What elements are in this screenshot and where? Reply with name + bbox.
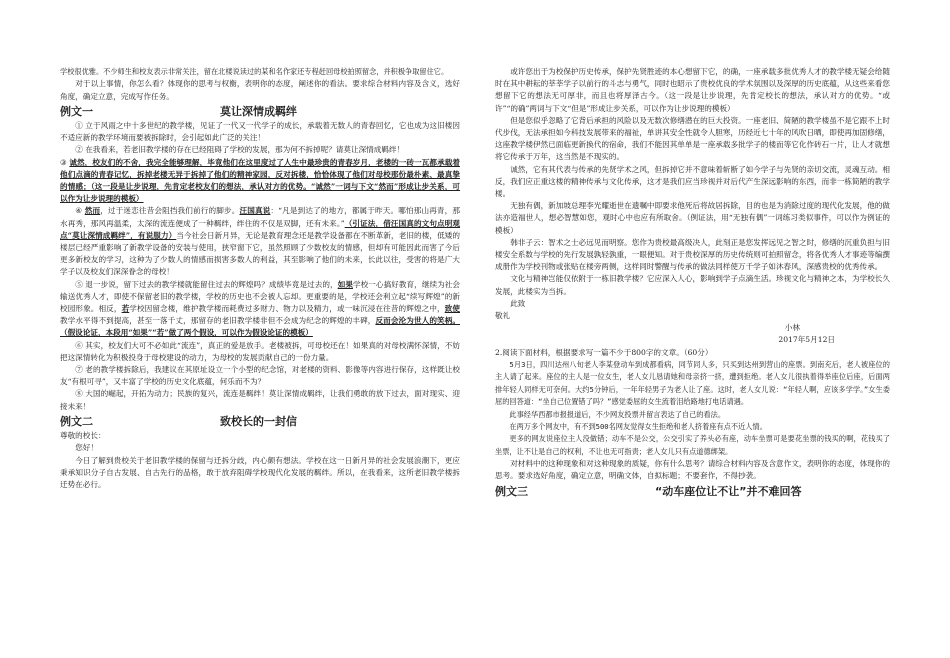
- paragraph: ① 立于风雨之中十多世纪的教学楼，见证了一代又一代学子的成长，承载着无数人的青春回忆，它也成为这旧楼因不适应新的教学环境而要被拆除时，会引起如此广泛的关注！: [60, 121, 460, 143]
- paragraph: 韩非子云：智术之士必远见而明察。您作为贵校最高级决人，此刻正是您发挥远见之智之时，修缮的沉重负担与旧楼安全系数与学校的先行发展孰轻孰重，一眼便知。对于贵校深厚的历史传统则可拍照留念，将各优秀人才事迹等编撰成册作为学校刊物或张贴在楼旁两侧，这样同时警醒与传承的做法同样使万千学子如沐春风，深感贵校的优秀传承。: [495, 237, 890, 272]
- closing-line: 敬礼: [495, 311, 511, 321]
- example-one-heading: [60, 106, 460, 118]
- example-label: 例文二: [60, 414, 93, 428]
- paragraph: 今日了解到贵校关于老旧教学楼的保留与迁拆分歧，内心颇有想法。学校在这一日新月异的社会发展浪潮下，更应秉承知识分子自古发展、自古先行的品格，敢于放弃阻碍学校现代化发展的羁绊。所以，在我看来，这所老旧教学楼拆迁势在必行。: [60, 455, 460, 489]
- right-column: [495, 66, 890, 500]
- greeting: 您好！: [75, 443, 98, 453]
- material-text: 对材料中的这种现象和对这种现象的质疑，你有什么思考？请综合材料内容及含意作文，表明你的态度，体现你的思考。要求选好角度，确定立意，明确文体，自拟标题；不要套作，不得抄袭。: [495, 459, 890, 481]
- example-label: 例文一: [60, 104, 93, 118]
- intro-paragraph: 学校很优雅。不少师生和校友表示非常关注，留在北楼说读过的某和名作家还专程赶回母校拍照留念，并积极争取留住它。: [60, 67, 449, 76]
- paragraph: ④ 然而，过于迷恋往昔会阻挡我们前行的脚步。汪国真说：“凡是到达了的地方，都属于昨天。哪怕那山再青，那水再秀，那风再温柔，太深的流连便成了一种羁绊，绊住的不仅是双脚，还有未来。”（引证法，借汪国真的文句点明观点“莫让深情成羁绊”，有说服力）当今社会日新月异，无论是教育理念还是教学设备都在不断革新，老旧的楼，低矮的楼层已经严重影响了新教学设备的安装与使用，狭窄窗下它，虽然照顾了少数校友的情感，但却有可能因此而害了今后更多新校友的学习，这种为了少数人的情感而损害多数人的利益，其至影响了他们的未来，长此以往，受害的将是广大学子以及校友们深深眷念的母校！: [60, 206, 461, 277]
- salutation: 尊敬的校长：: [60, 431, 106, 441]
- material-text: 5月3日，四川达州八旬老人李某登动车到成都看病，同节同人多，只买到达州到营山的座票。到南充后，老人被座位的主人请了起来。座位的主人是一位女生，老人女儿恳请她和母亲挤一挤，遭到拒绝。老人女儿很执着得举座位后座，后面两排年轻人同样无可奈何。大约5分钟后，一年年轻男子为老人让了座。这时，老人女儿说：“年轻人啊，应该多学学。”女生委屈的回答道：“坐自己位置错了吗？”感觉委屈的女生流着泪给路地打电话请遇。: [495, 359, 890, 407]
- closing-line: 此致: [510, 298, 526, 308]
- example-title: 致校长的一封信: [220, 414, 297, 428]
- material-text: 此事经华西都市报报道后，不少网友投票并留言表达了自己的看法。: [509, 409, 726, 419]
- paragraph: ③ 诚然，校友们的不舍，我完全能够理解，毕竟他们在这里度过了人生中最珍贵的青春岁月，老楼的一砖一瓦都承载着他们点滴的青春记忆，拆掉老楼无异于拆掉了他们的精神家园，反对拆楼，恰恰体现了他们对母校那份最朴素、最真挚的情感；（这一段是让步说理，先肯定老校友们的想法，承认对方的优势。“诚然”一词与下文“然而”形成让步关系，可以作为让步说理的模板）: [60, 157, 461, 204]
- example-label: 例文三: [495, 484, 528, 498]
- paragraph: ② 在我看来，若老旧教学楼的存在已经阻碍了学校的发展，那为何不拆掉呢？请莫让深情成羁绊！: [75, 145, 405, 155]
- keyword: 诚然，校友们的不舍，我完全能够理解，毕竟他们在这里度过了人生中最珍贵的青春岁月，老楼的一砖一瓦都承载着他们点滴的青春记忆，拆掉老楼无异于拆掉了他们的精神家园，反对拆楼，恰恰体现了他们对母校那份最朴素、最真挚的情感；: [60, 157, 460, 192]
- paragraph: 无独有偶，新加坡总理李光耀逝世在遗嘱中即要求他死后将故居拆除，目的也是为消除过度的现代化发展，他的做法亦造福世人，想必智慧如您，观时心中也应有所取舍。（例证法，用“无独有偶”一词练习类似事件，可以作为例证的模板）: [495, 201, 890, 235]
- paragraph: ⑥ 其实，校友们大可不必如此“流连”，真正的爱是放手。老楼被拆，可母校还在！如果真的对母校满怀深情，不妨把这深情转化为积极投身于母校建设的动力，为母校的发展贡献自己的一份力量。: [60, 340, 460, 362]
- paragraph: 或许您出于为校保护历史传承，保护先贤胜迹的本心想留下它，的确，一座承载多批优秀人才的教学楼无疑会给随时在其中耕耘的莘莘学子以前行的斗志与勇气，同时也昭示了贵校优良的学术氛围以及深厚的历史底蕴，从这些来看您想留下它的想法无可厚非，而且也将厚泽古今。（这一段是让步说理，先肯定校长的想法，承认对方的优势。“或许”“的确”两词与下文“但是”形成让步关系，可以作为让步说理的模板）: [495, 67, 890, 113]
- letter-date: 2017年5月12日: [778, 335, 835, 345]
- keyword: 若: [121, 304, 130, 314]
- keyword: 汪国真说: [239, 206, 271, 216]
- signature: 小林: [784, 323, 800, 333]
- example-three-heading: [495, 486, 890, 498]
- example-two-heading: [60, 416, 460, 428]
- annotation: （这一段是让步说理，先肯定老校友们的想法，承认对方的优势。“诚然”一词与下文“然而”形成让步关系，可以作为让步说理的模板）: [60, 182, 461, 204]
- paragraph: ⑦ 老的教学楼拆除后，我建议在其原址设立一个小型的纪念馆，对老楼的资料、影像等内容进行保存，这样既让校友“有根可寻”，又丰富了学校的历史文化底蕴，何乐而不为？: [60, 365, 460, 387]
- keyword: 致使: [444, 304, 461, 314]
- keyword: 然而: [84, 206, 101, 216]
- question-prompt: 2.阅读下面材料，根据要求写一篇不少于800字的文章。（60分）: [495, 347, 713, 357]
- left-column: [60, 66, 460, 491]
- annotation: （引证法，借汪国真的文句点明观点“莫让深情成羁绊”，有说服力）: [60, 218, 461, 240]
- paragraph: 文化与精神岂能仅依附于一栋旧教学楼？它应深入人心，影响到学子点滴生活。珍视文化与精神之本，为学校长久发展，此楼实为当拆。: [495, 274, 890, 296]
- keyword: 如果: [337, 279, 353, 289]
- example-title: “动车座位让不让”并不难回答: [655, 484, 802, 498]
- material-text: 在两万多个网友中，有不到500名网友觉得女生拒绝和老人挤着座有点不近人情。: [509, 421, 767, 431]
- paragraph: 但是您似乎忽略了它背后承担的风险以及无数次修缮潜在的巨大投资。一座老旧、简陋的教学楼虽不是它跟不上时代步伐，无法承担如今科技发展带来的福祉，单讲其安全性就令人胆寒，历经近七十年的风吹日晒，即使再加固修缮，这座教学楼伊然已面临更新换代的宿命，我们不能因其单单是一座承载多批学子的楼而等它化作砖石一片，让人才就想将它传承于万年，这当然是不现实的。: [495, 115, 890, 162]
- paragraph: 诚然，它有其代表与传承的先贤学术之风，但拆掉它并不意味着斩断了如今学子与先贤的亲切交流，灵魂互动。相反，我们应正重这楼的精神传承与文化传承，这才是我们应当珍视并对后代产生深远影响的东西，而非一栋简陋的教学楼。: [495, 164, 890, 199]
- intro-task: 对于以上事情，你怎么看？体现你的思考与权衡，表明你的态度，阐述你的看法。要求综合材料内容及含义，选好角度，确定立意，完成写作任务。: [60, 79, 460, 101]
- paragraph: ⑧ 大国的崛起，开拓为动力；民族的复兴，流连是羁绊！莫让深情成羁绊，让我们勇敢的放下过去，面对现实、迎接未来！: [60, 389, 460, 411]
- example-title: 莫让深情成羁绊: [220, 104, 297, 118]
- paragraph: ⑤ 退一步说，留下过去的教学楼就能留住过去的辉煌吗？成绩毕竟是过去的，如果学校一心搞好教育，继续为社会输送优秀人才，即使不保留老旧的教学楼，学校的历史也不会被人忘却。更重要的是，学校还会利立起“续写辉煌”的新校园形象。相反，若学校因留念楼，维护教学楼而耗费过多财力、物力以及精力，或一味沉浸在往昔的辉煌之中，致使教学水平得不到提高，甚至一落千丈，那留存的老旧教学楼非但不会成为纪念的辉煌的丰碑，反而会沦为世人的笑柄。（假设论证，本段用“如果”“若”做了两个假设，可以作为假设论证的模板）: [60, 279, 461, 338]
- annotation: 反而会沦为世人的笑柄。（假设论证，本段用“如果”“若”做了两个假设，可以作为假设论证的模板）: [60, 316, 461, 338]
- material-text: 更多的网友说座位主人没做错；动车不是公交，公交引实了养头必有座，动车坐票可是要花坐票的钱买的啊，花钱买了坐票，让不让是自己的权利，不让也无可指责；老人女儿只有点道德绑架。: [495, 434, 890, 456]
